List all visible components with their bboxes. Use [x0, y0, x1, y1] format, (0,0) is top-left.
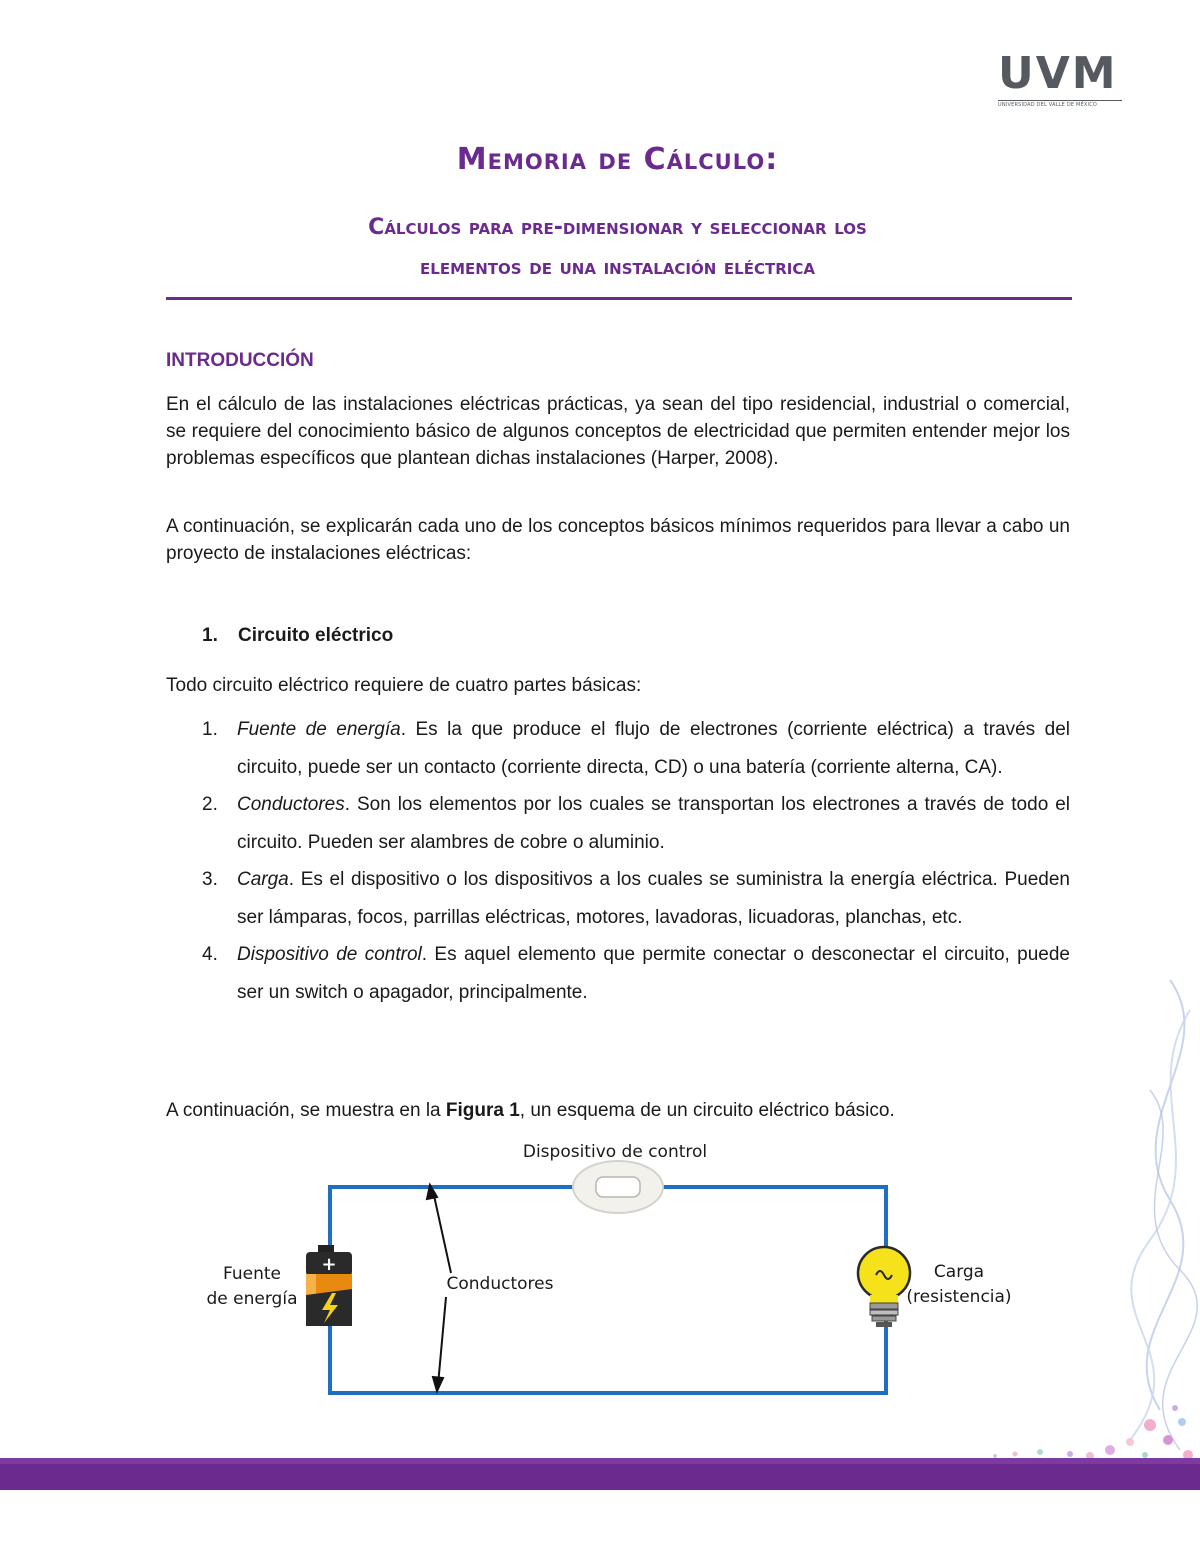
- section-title: Circuito eléctrico: [238, 625, 394, 646]
- list-number: 2.: [202, 794, 218, 815]
- list-number: 3.: [202, 869, 218, 890]
- label-energy-source-line2: de energía: [206, 1289, 298, 1309]
- logo-wordmark: UVM: [998, 48, 1118, 99]
- figure-reference: Figura 1: [445, 1100, 520, 1121]
- list-term: Conductores: [237, 794, 345, 815]
- section-lead: Todo circuito eléctrico requiere de cuatro partes básicas:: [166, 675, 642, 696]
- list-text: . Es el dispositivo o los dispositivos a los cuales se suministra la energía eléctrica. Pueden ser lámparas, focos, parrillas eléctricas, motores, lavadoras, licuadoras, planchas, etc.: [237, 869, 1070, 928]
- label-control-device: Dispositivo de control: [522, 1142, 708, 1162]
- light-switch-icon: [573, 1161, 663, 1213]
- intro-paragraph-1: En el cálculo de las instalaciones eléctricas prácticas, ya sean del tipo residencial, industrial o comercial, se requiere del conocimiento básico de algunos conceptos de electricidad que permiten entender mejor los problemas específicos que plantean dichas instalaciones (Harper, 2008).: [166, 394, 1070, 469]
- figure-intro-after: , un esquema de un circuito eléctrico básico.: [519, 1100, 895, 1121]
- label-conductors: Conductores: [446, 1274, 554, 1294]
- subtitle-line-2: elementos de una instalación eléctrica: [420, 255, 815, 280]
- list-item: [166, 861, 1070, 936]
- intro-paragraph-2: A continuación, se explicarán cada uno de los conceptos básicos mínimos requeridos para llevar a cabo un proyecto de instalaciones eléctricas:: [166, 516, 1070, 564]
- section-heading: [202, 625, 393, 647]
- list-item: [166, 711, 1070, 786]
- document-subtitle: [0, 208, 1200, 288]
- logo-tagline: UNIVERSIDAD DEL VALLE DE MÉXICO: [998, 100, 1122, 108]
- list-number: 4.: [202, 944, 218, 965]
- parts-list: [166, 711, 1070, 1011]
- figure-intro-before: A continuación, se muestra en la: [166, 1100, 446, 1121]
- uvm-logo: [998, 48, 1122, 108]
- list-term: Fuente de energía: [237, 719, 401, 740]
- list-term: Carga: [237, 869, 289, 890]
- list-text: . Son los elementos por los cuales se transportan los electrones a través de todo el circuito. Pueden ser alambres de cobre o aluminio.: [237, 794, 1070, 853]
- label-load-line2: (resistencia): [906, 1287, 1012, 1307]
- subtitle-line-1: Cálculos para pre-dimensionar y seleccionar los: [368, 215, 867, 240]
- list-number: 1.: [202, 719, 218, 740]
- figure-intro: [166, 1100, 895, 1122]
- label-load-line1: Carga: [933, 1262, 985, 1282]
- footer-bar: [0, 1458, 1200, 1490]
- list-item: [166, 786, 1070, 861]
- label-energy-source: [196, 1262, 308, 1312]
- section-number: 1.: [202, 625, 218, 646]
- list-term: Dispositivo de control: [237, 944, 422, 965]
- circuit-wire: [330, 1187, 886, 1393]
- label-energy-source-line1: Fuente: [223, 1264, 281, 1284]
- intro-heading: INTRODUCCIÓN: [166, 350, 314, 371]
- title-divider: [166, 297, 1072, 300]
- decorative-swirls: [920, 970, 1200, 1500]
- battery-icon: [306, 1245, 352, 1326]
- svg-text:+: +: [321, 1254, 337, 1275]
- document-title: Memoria de Cálculo:: [456, 142, 779, 177]
- list-text: . Es aquel elemento que permite conectar o desconectar el circuito, puede ser un switch o apagador, principalmente.: [237, 944, 1070, 1003]
- list-text: . Es la que produce el flujo de electrones (corriente eléctrica) a través del circuito, puede ser un contacto (corriente directa, CD) o una batería (corriente alterna, CA).: [237, 719, 1070, 778]
